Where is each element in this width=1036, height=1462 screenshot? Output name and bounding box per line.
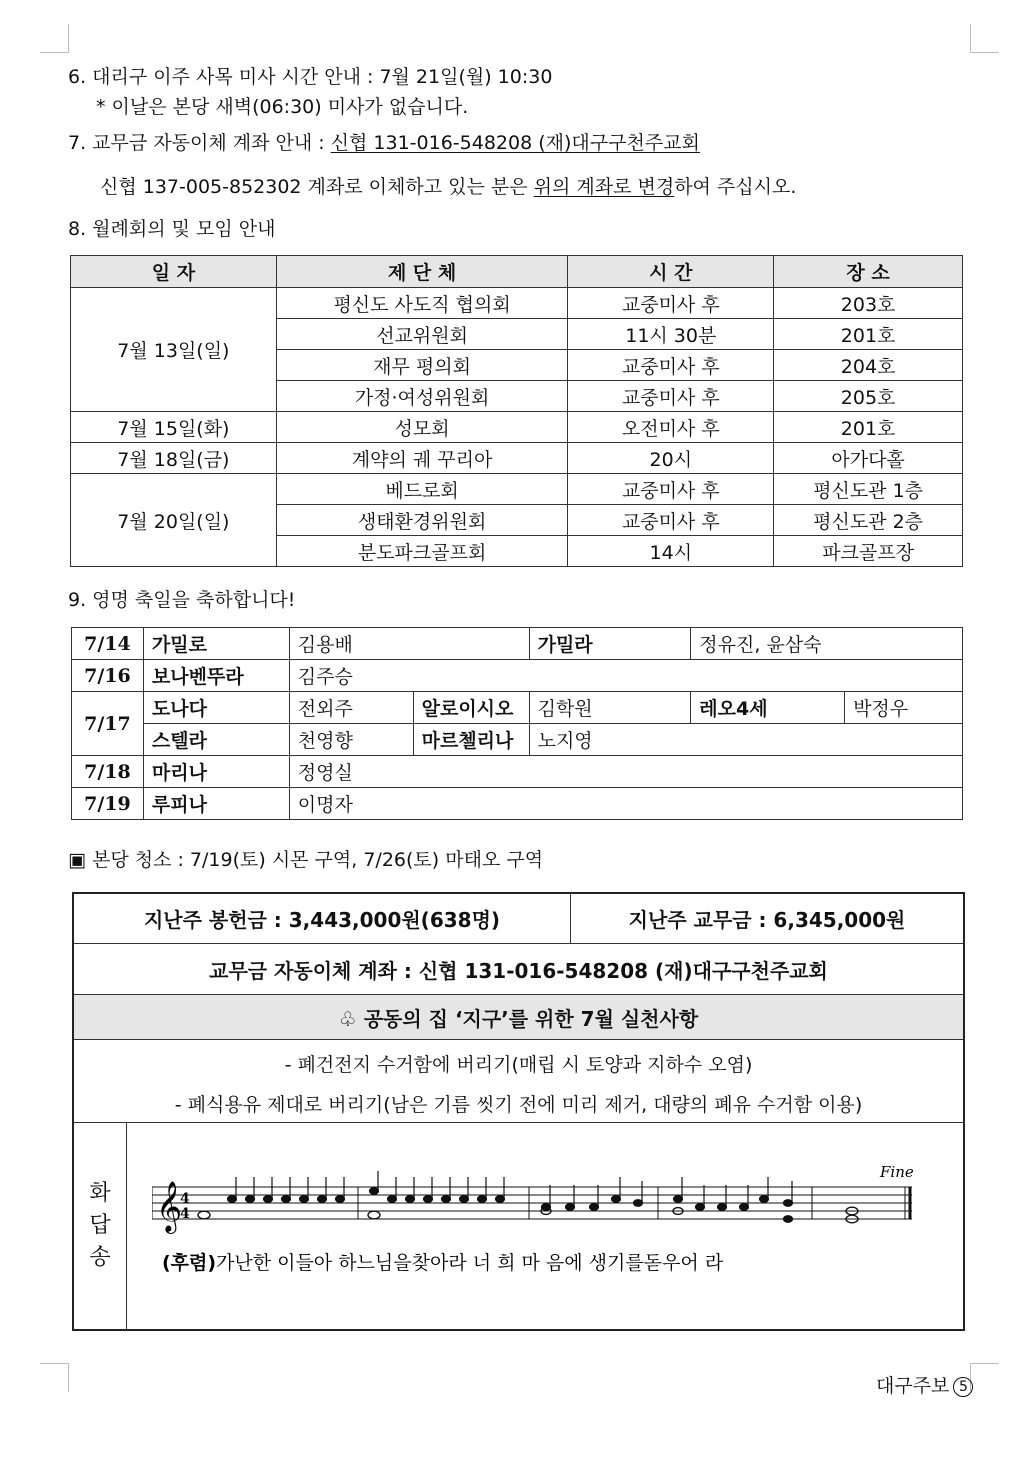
psalm-row — [74, 1123, 963, 1329]
psalm-label — [74, 1123, 127, 1329]
crop-mark-bottom-right — [970, 1363, 999, 1392]
meeting-place: 201호 — [774, 319, 963, 350]
notice-7-title — [68, 128, 700, 155]
person-names: 김용배 — [289, 628, 529, 660]
notice-6-title: 6. 대리구 이주 사목 미사 시간 안내 : 7월 21일(월) 10:30 — [68, 66, 553, 88]
saint-name: 가밀로 — [143, 628, 289, 660]
meeting-group: 선교위원회 — [276, 319, 568, 350]
meeting-table — [70, 255, 963, 567]
time-signature-bottom: 4 — [180, 1206, 190, 1222]
offering-row — [74, 894, 963, 944]
fine-mark: Fine — [880, 1163, 914, 1181]
meeting-time: 교중미사 후 — [568, 474, 774, 505]
meeting-place: 파크골프장 — [774, 536, 963, 567]
header-date: 일 자 — [71, 256, 277, 288]
page-number: 5 — [953, 1377, 973, 1397]
table-row — [72, 724, 963, 756]
notice-8-title: 8. 월례회의 및 모임 안내 — [68, 218, 276, 240]
saint-name: 레오4세 — [691, 692, 845, 724]
tithe-amount: 지난주 교무금 : 6,345,000원 — [628, 908, 906, 932]
meeting-group: 성모회 — [276, 412, 568, 443]
footer-title: 대구주보 — [876, 1375, 950, 1397]
meeting-header-row — [71, 256, 963, 288]
meeting-place: 203호 — [774, 288, 963, 319]
psalm-label-char: 화 — [89, 1181, 111, 1206]
meeting-place: 아가다홀 — [774, 443, 963, 474]
header-time: 시 간 — [568, 256, 774, 288]
account-row: 교무금 자동이체 계좌 : 신협 131-016-548208 (재)대구구천주교회 — [74, 944, 963, 995]
summary-box — [72, 892, 965, 1331]
crop-mark-top-left — [40, 24, 69, 53]
meeting-group: 계약의 궤 꾸리아 — [276, 443, 568, 474]
table-row — [72, 788, 963, 820]
meeting-group: 베드로회 — [276, 474, 568, 505]
practice-item: - 폐식용유 제대로 버리기(남은 기름 씻기 전에 미리 제거, 대량의 폐유 수거함 이용) — [174, 1094, 863, 1116]
table-row — [72, 628, 963, 660]
person-names: 천영향 — [289, 724, 413, 756]
meeting-date: 7월 18일(금) — [71, 443, 277, 474]
feast-date: 7/19 — [72, 788, 144, 820]
saint-name: 알로이시오 — [413, 692, 529, 724]
meeting-place: 평신도관 1층 — [774, 474, 963, 505]
table-row — [71, 443, 963, 474]
table-row — [71, 412, 963, 443]
meeting-group: 재무 평의회 — [276, 350, 568, 381]
saint-name: 보나벤뚜라 — [143, 660, 289, 692]
notice-7-prefix: 7. 교무금 자동이체 계좌 안내 : — [68, 132, 331, 154]
table-row — [71, 474, 963, 505]
saint-name: 도나다 — [143, 692, 289, 724]
notice-7-line2 — [100, 172, 796, 199]
feast-date: 7/16 — [72, 660, 144, 692]
time-signature-top: 4 — [180, 1191, 190, 1207]
practice-list — [74, 1040, 963, 1123]
practice-title: ♧ 공동의 집 ‘지구’를 위한 7월 실천사항 — [74, 995, 963, 1040]
person-names: 김학원 — [529, 692, 691, 724]
cleaning-notice: ▣ 본당 청소 : 7/19(토) 시몬 구역, 7/26(토) 마태오 구역 — [68, 849, 544, 871]
meeting-place: 204호 — [774, 350, 963, 381]
psalm-lyrics: 가난한 이들아 하느님을찾아라 너 희 마 음에 생기를돋우어 라 — [216, 1252, 724, 1274]
meeting-time: 교중미사 후 — [568, 505, 774, 536]
meeting-time: 20시 — [568, 443, 774, 474]
meeting-date: 7월 15일(화) — [71, 412, 277, 443]
treble-clef-icon: 𝄞 — [156, 1181, 183, 1232]
meeting-group: 가정·여성위원회 — [276, 381, 568, 412]
saint-name: 루피나 — [143, 788, 289, 820]
meeting-place: 201호 — [774, 412, 963, 443]
feast-date: 7/17 — [72, 692, 144, 756]
notice-9-title: 9. 영명 축일을 축하합니다! — [68, 589, 296, 611]
meeting-group: 생태환경위원회 — [276, 505, 568, 536]
meeting-place: 평신도관 2층 — [774, 505, 963, 536]
table-row — [72, 692, 963, 724]
practice-item: - 폐건전지 수거함에 버리기(매립 시 토양과 지하수 오염) — [284, 1054, 753, 1076]
meeting-time: 교중미사 후 — [568, 288, 774, 319]
feast-date: 7/18 — [72, 756, 144, 788]
person-names: 김주승 — [289, 660, 962, 692]
saint-name: 마리나 — [143, 756, 289, 788]
meeting-time: 11시 30분 — [568, 319, 774, 350]
header-group: 제 단 체 — [276, 256, 568, 288]
meeting-place: 205호 — [774, 381, 963, 412]
table-row — [71, 288, 963, 319]
feast-date: 7/14 — [72, 628, 144, 660]
refrain-label: (후렴) — [162, 1252, 217, 1274]
person-names: 이명자 — [289, 788, 962, 820]
psalm-label-char: 송 — [89, 1245, 111, 1270]
meeting-date: 7월 20일(일) — [71, 474, 277, 567]
meeting-group: 평신도 사도직 협의회 — [276, 288, 568, 319]
table-row — [72, 660, 963, 692]
feast-table — [71, 627, 963, 820]
meeting-group: 분도파크골프회 — [276, 536, 568, 567]
page-footer — [876, 1371, 973, 1398]
header-place: 장 소 — [774, 256, 963, 288]
saint-name: 가밀라 — [529, 628, 691, 660]
notice-7-line2-underlined: 위의 계좌로 변경 — [533, 176, 675, 198]
crop-mark-top-right — [970, 24, 999, 53]
meeting-time: 교중미사 후 — [568, 381, 774, 412]
person-names: 정영실 — [289, 756, 962, 788]
meeting-time: 오전미사 후 — [568, 412, 774, 443]
crop-mark-bottom-left — [40, 1363, 69, 1392]
notice-7-account: 신협 131-016-548208 (재)대구구천주교회 — [330, 132, 700, 154]
person-names: 박정우 — [845, 692, 963, 724]
meeting-time: 교중미사 후 — [568, 350, 774, 381]
person-names: 전외주 — [289, 692, 413, 724]
notice-7-line2-a: 신협 137-005-852302 계좌로 이체하고 있는 분은 — [100, 176, 534, 198]
offering-amount: 지난주 봉헌금 : 3,443,000원(638명) — [74, 894, 571, 943]
person-names: 정유진, 윤삼숙 — [691, 628, 963, 660]
psalm-label-char: 답 — [89, 1213, 111, 1238]
notice-6-note: * 이날은 본당 새벽(06:30) 미사가 없습니다. — [96, 96, 469, 118]
meeting-date: 7월 13일(일) — [71, 288, 277, 412]
table-row — [72, 756, 963, 788]
saint-name: 마르첼리나 — [413, 724, 529, 756]
notice-7-line2-b: 하여 주십시오. — [674, 176, 797, 198]
saint-name: 스텔라 — [143, 724, 289, 756]
meeting-time: 14시 — [568, 536, 774, 567]
person-names: 노지영 — [529, 724, 962, 756]
psalm-score — [152, 1163, 942, 1303]
